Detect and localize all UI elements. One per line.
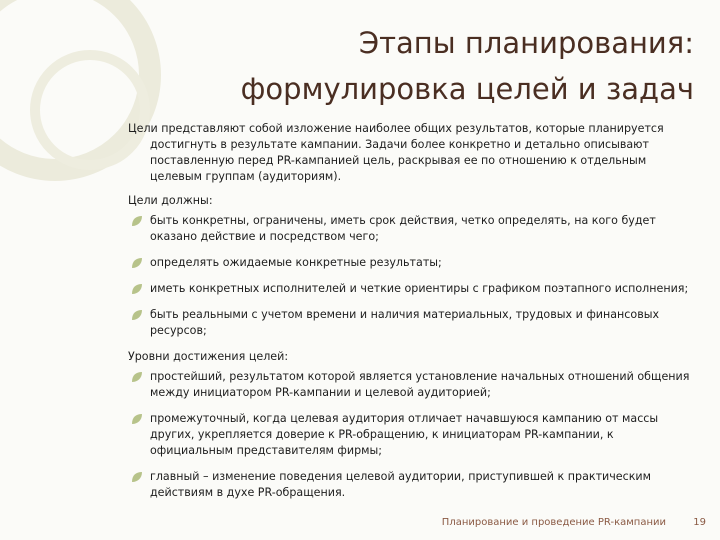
goal-text: иметь конкретных исполнителей и четкие ориентиры с графиком поэтапного исполнения;: [150, 282, 689, 295]
leaf-bullet-icon: [131, 215, 143, 227]
list-item: [128, 307, 698, 339]
intro-paragraph: Цели представляют собой изложение наиболее общих результатов, которые планируется достигнуть в результате кампании. Задачи более конкретно и детально описывают поставленную перед PR-кампанией цель, раскрывая ее по отношению к отдельным целевым группам (аудиториям).: [128, 122, 664, 183]
slide-title: [134, 20, 694, 112]
level-text: простейший, результатом которой является установление начальных отношений общения между инициатором PR-кампании и целевой аудиторией;: [150, 370, 690, 399]
list-item: [128, 411, 698, 459]
level-text: промежуточный, когда целевая аудитория отличает начавшуюся кампанию от массы других, укрепляется доверие к PR-обращению, к инициаторам PR-кампании, к официальным представителям фирмы;: [150, 412, 659, 457]
list-item: [128, 469, 698, 501]
levels-list: [128, 369, 698, 501]
goals-list: [128, 213, 698, 339]
leaf-bullet-icon: [131, 413, 143, 425]
level-text: главный – изменение поведения целевой аудитории, приступившей к практическим действиям в духе PR-обращения.: [150, 470, 651, 499]
title-line-1: Этапы планирования:: [358, 26, 694, 60]
title-line-2: формулировка целей и задач: [240, 72, 694, 106]
slide-footer: Планирование и проведение PR-кампании: [441, 517, 666, 528]
levels-heading: Уровни достижения целей:: [128, 350, 289, 363]
list-item: [128, 369, 698, 401]
leaf-bullet-icon: [131, 257, 143, 269]
goals-heading: Цели должны:: [128, 194, 213, 207]
goal-text: быть реальными с учетом времени и наличия материальных, трудовых и финансовых ресурсов;: [150, 308, 660, 337]
leaf-bullet-icon: [131, 371, 143, 383]
leaf-bullet-icon: [131, 471, 143, 483]
leaf-bullet-icon: [131, 283, 143, 295]
slide-content: [128, 121, 698, 511]
page-number: 19: [693, 517, 706, 528]
list-item: [128, 213, 698, 245]
list-item: [128, 281, 698, 297]
goal-text: быть конкретны, ограничены, иметь срок действия, четко определять, на кого будет оказано действие и посредством чего;: [150, 214, 656, 243]
list-item: [128, 255, 698, 271]
goal-text: определять ожидаемые конкретные результаты;: [150, 256, 442, 269]
leaf-bullet-icon: [131, 309, 143, 321]
